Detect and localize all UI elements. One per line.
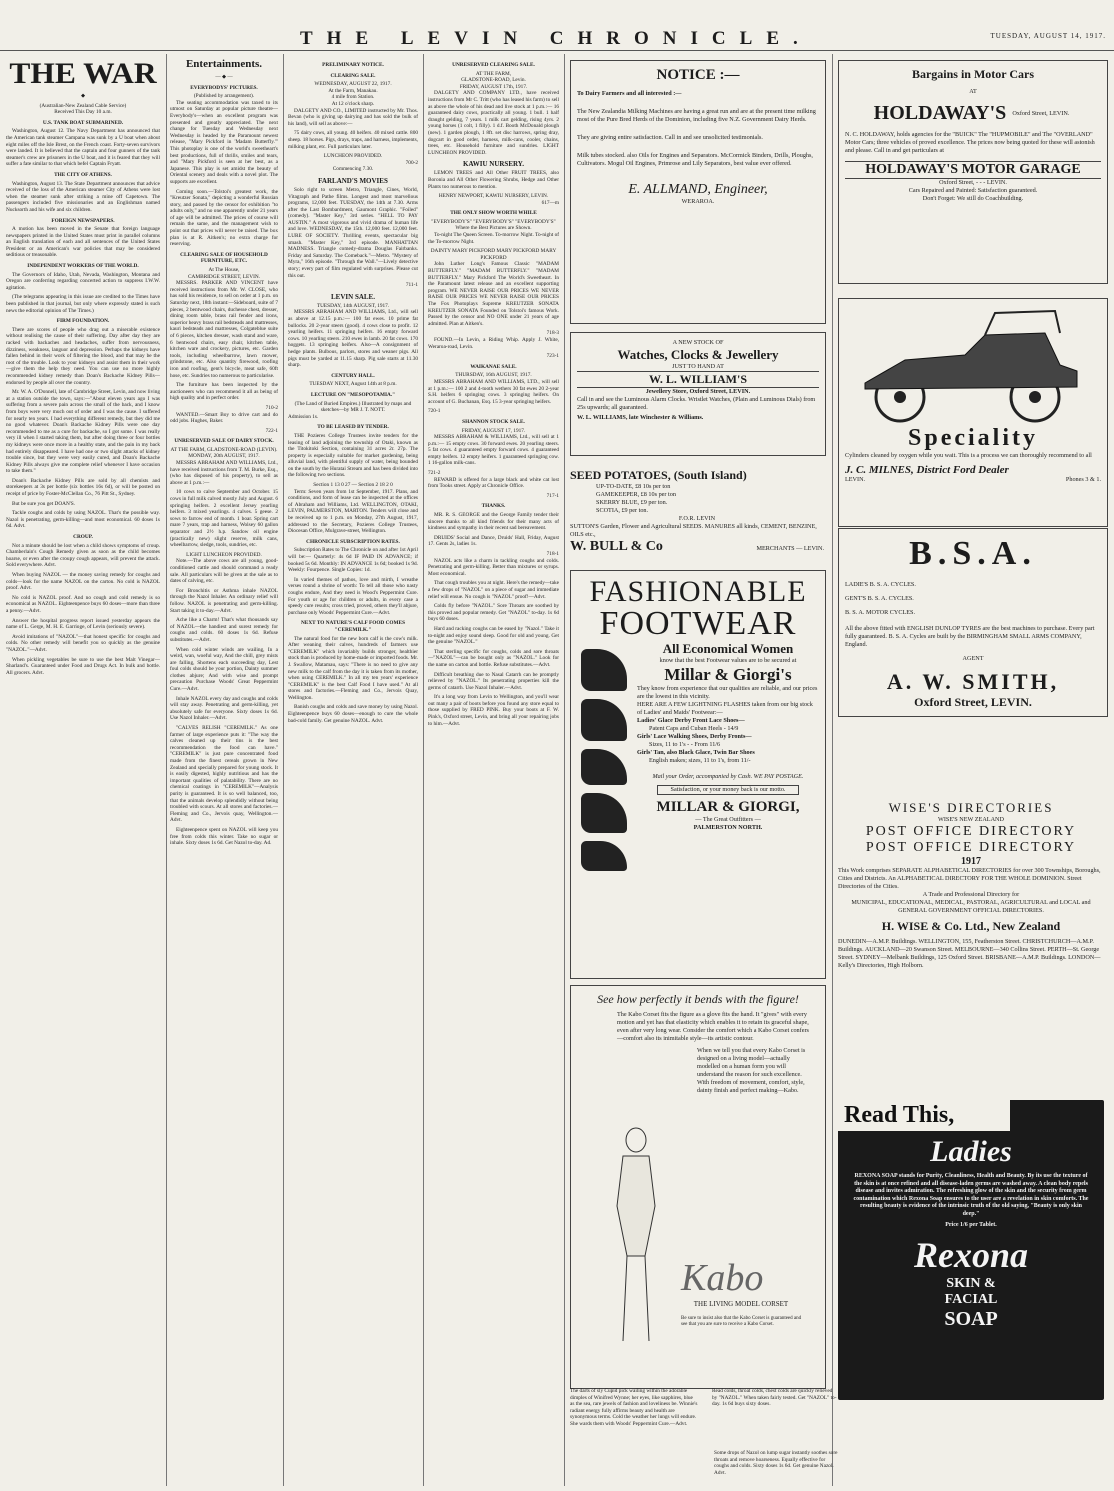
subhead: AT THE FARM, GLADSTONE-ROAD (LEVIN). (170, 446, 278, 453)
price-line: SKERRY BLUE, £9 per ton. (596, 499, 668, 506)
column-rule (564, 54, 565, 1486)
headline: THE CITY OF ATHENS. (54, 171, 112, 178)
ad-paragraph: HERE ARE A FEW LIGHTNING FLASHES taken from our big stock of Ladies' and Maids' Footwear:— (637, 701, 813, 716)
ad-subline: know that the best Footwear values are to be secured at (659, 657, 797, 664)
product-price: English makes; sizes, 11 to 1's, from 11/- (649, 757, 751, 764)
column-advertisements-center (570, 60, 826, 1482)
ad-motto: Satisfaction, or your money back is our motto. (657, 785, 799, 795)
article-paragraph: DRUIDS' Social and Dance, Druids' Hall, Friday, August 17. Gents 2s, ladies 1s. (428, 534, 559, 548)
advertiser-address: Oxford Street, LEVIN. (1012, 109, 1070, 117)
notice-paragraph: They are giving entire satisfaction. Call in and see unsolicited testimonials. (577, 134, 763, 141)
article-paragraph: The furniture has been inspected by the auctioneers who can recommend it all as being of high quality and in perfect order. (170, 382, 278, 402)
subhead: CAMBRIDGE STREET, LEVIN. (188, 273, 260, 280)
ad-title: B.S.A. (909, 535, 1037, 572)
subhead: (Published by arrangement). (193, 93, 255, 100)
advertiser-name: W. BULL & Co (570, 539, 663, 554)
ad-title: Speciality (908, 425, 1038, 451)
price-line: UP-TO-DATE, £8 10s per ton (596, 483, 671, 490)
article-paragraph: That cough troubles you at night. Here's the remedy—take a few drops of "NAZOL" on a piece of sugar and immediate relief will ensue. No cough is "NAZOL" proof!—Advt. (428, 580, 559, 600)
article-paragraph: Washington, August 12. The Navy Department has announced that the American tank steamer Campana was sunk by a U boat when about eight miles off the Isle Brest, on the French coast. Forty-seven survivors were landed. It is believed that the captain and four gunners of the tank steamer's crew are prisoners in the U boat, and it is feared that they will suffer a fate similar to that which befel Captain Fryatt. (6, 128, 160, 168)
ad-number: 720-1 (428, 408, 441, 415)
headline: LECTURE ON "MESOPOTAMIA." (310, 391, 396, 398)
product-line: Girls' Lace Walking Shoes, Derby Fronts— (637, 733, 752, 740)
advertiser-name: H. WISE & Co. Ltd., New Zealand (881, 919, 1061, 933)
advertiser-phone: Phones 3 & 1. (1065, 476, 1101, 483)
article-paragraph: When buying NAZOL — the money saving remedy for coughs and colds—look for the name NAZOL on the carton. No cold is NAZOL proof. Advt. (6, 572, 160, 592)
headline: U.S. TANK BOAT SUBMARINED. (42, 119, 124, 126)
subhead: TUESDAY NEXT, August 14th at 8 p.m. (309, 381, 397, 388)
advertiser-signature: W. L. WILLIAMS, late Winchester & Williams. (577, 414, 704, 421)
column-rule (423, 54, 424, 1486)
ad-preline: AT (969, 88, 977, 95)
headline: FOREIGN NEWSPAPERS. (51, 217, 115, 224)
received-line: Received This Day 10 a.m. (54, 109, 112, 116)
ad-mail-note: Mail your Order, accompanied by Cash. WE PAY POSTAGE. (652, 773, 804, 780)
product-line: B. S. A. MOTOR CYCLES. (845, 609, 916, 616)
headline: CENTURY HALL. (331, 372, 375, 379)
article-paragraph: (The telegrams appearing in this issue are credited to the Times have been published in that journal, but only where expressly stated is such news the editorial opinion of The Times.) (6, 294, 160, 314)
ad-number: 722-1 (265, 427, 278, 434)
milking-machine-notice (570, 60, 826, 324)
subhead: At the Farm, Manakau. (328, 87, 378, 94)
watches-ad (570, 332, 826, 456)
headline: EVERYBODYS' PICTURES. (190, 84, 258, 91)
shoe-icon (581, 749, 627, 785)
article-paragraph: The seating accommodation was taxed to its utmost on Saturday at popular picture theatre—Everybody's—when an excellent program was presented and greatly appreciated. The next change for Tuesday and Wednesday next Wednesday is headed by the Paramount newest release, "Mary Pickford in 'Madam Butterfly.'" This photoplay is one of the world's sweetheart's best productions, full of thrills, smiles and tears, and "Mary Pickford is seen at her best, as a Japanese. This play is set amidst the beauty of Oriental scenery and deals with a novel plot. The supports are excellent. (170, 99, 278, 185)
ad-paragraph: When we tell you that every Kabo Corset is designed on a living model—actually modelled on a human form you will understand the reason for such excellence. With freedom of movement, comfort, style, dainty finish and perfect making—Kabo. (697, 1047, 806, 1094)
ad-number: 711-1 (405, 282, 418, 289)
rexona-soap-ad (838, 1100, 1104, 1400)
fashionable-footwear-ad (570, 570, 826, 979)
ad-number: 721-2 (428, 470, 441, 477)
product-line: Ladies' Glace Derby Front Lace Shoes— (637, 717, 745, 724)
headline: CHRONICLE SUBSCRIPTION RATES. (306, 538, 400, 545)
ad-preline: A NEW STOCK OF (672, 339, 724, 346)
ford-dealer-ad (838, 298, 1108, 527)
ad-paragraph: They know from experience that our qualities are reliable, and our prices are the lowest in this vicinity. (637, 685, 818, 700)
product-price: Sizes, 11 to 1's - - From 11/6 (649, 741, 721, 748)
article-paragraph: 75 dairy cows, all young. 40 heifers. 40 mixed cattle. 800 sheep. 18 horses. Pigs, drays, traps, and harness, implements, milking plant, etc. Full particulars later. (288, 130, 418, 150)
ad-number: 710-2 (265, 404, 278, 411)
ad-title: WISE'S DIRECTORIES (888, 800, 1054, 815)
article-paragraph: Difficult breathing due to Nasal Catarrh can be promptly relieved by "NAZOL." Its penetrating properties kill the germs of catarrh. Use Nazol Inhaler.—Advt. (428, 671, 559, 691)
notice-paragraph: Milk tubes stocked. also Oils for Engines and Separators. McCormick Binders, Drills, Ploughs, Cultivators. Mogul Oil Engines, Primrose and Lily Separators, best value ever offered. (577, 152, 813, 167)
ad-title: FOOTWEAR (599, 605, 797, 642)
ad-number: 723-1 (546, 353, 559, 360)
article-paragraph: Coming soon.—Tolstoi's greatest work, the "Kreutzer Sonata," depicting a wonderful Russian story, and passed by the censor for exhibition "to adults only," and no one apparently under 21 years of age will be admitted. The prices of course will remain the same, and the management wish to point out that prices will never be raised. The box plan is at R. Aitken's; no extra charge for reserving. (170, 188, 278, 248)
article-paragraph: The natural food for the new born calf is the cow's milk. After weaning their calves, hundreds of farmers use "CEREMILK" which invariably builds stronger, healthier stock than is produced by home-made or imported foods. Mr. J. Swallow, Matamau, says: "There is no need to give any new milk to the calf from the day it is taken from its mother, when using CEREMILK." In all my ten years' experience "CEREMILK" is the best Calf Food I have used." At all stores and factories.—Fleming and Co., Jervois Quay, Wellington. (288, 635, 418, 701)
article-paragraph: Read colds, throat colds, chest colds are quickly relieved by "NAZOL." When taken fairly tested. Get "NAZOL" to-day. 1s 6d buys sixty doses. (712, 1388, 837, 1408)
headline: CLEARING SALE OF HOUSEHOLD FURNITURE, ETC. (180, 251, 268, 265)
article-paragraph: Solo right to screen Metro, Triangle, Cines, World, Vitagraph and Pathe films. Longest and most marvellous programs, 12,000 feet. TUESDAY, the 14th at 7.30. Arms after the Last Bombardment, Gaumont Graphic. "Foiled" (comedy). "Master Key," 3rd series. "HELL TO PAY AUSTIN." A most vigorous and vivid drama of human life and love. WEDNESDAY, the 15th. 12,000 feet. 12,000 feet. LURE OF SOCIETY. Thrilling events, spectacular big smash. "Master Key," 3rd episode. MANHATTAN MADNESS. Triangle comedy-drama Douglas Fairbanks. Friday and Saturday. The Comeback."—Metro. "Mystery of Myra," 16th episode. "Through the Wall."—Lively detective story; every part of film regulated with surprises. Please cut this out. (288, 186, 418, 279)
agency-line: (Australian-New Zealand Cable Service) (39, 102, 127, 109)
column-sales-notices (288, 58, 418, 1483)
article-paragraph: MESSRS ABRAHAM & WILLIAMS, Ltd., will sell at 1 p.m.:— 15 empty cows. 30 forward ewes. 20 yearling steers. 5 fat cows. 4 guaranteed empty forward cows. 4 guaranteed empty heifers. 12 empty heifers. 1 guaranteed springing cow. 1 16-gallon milk-cans. (428, 434, 559, 467)
headline: NEXT TO NATURE'S CALF FOOD COMES "CEREMILK." (300, 620, 406, 633)
headline: INDEPENDENT WORKERS OF THE WORLD. (27, 263, 139, 270)
advertiser-name: Millar & Giorgi's (664, 665, 792, 684)
article-paragraph: Mr. W. A. O'Donnell, late of Cambridge Street, Levin, and now living at a station outside the town, says:—"About eleven years ago I was suffering from a severe pain across the small of the back, and I know from boys were very much out of order and I was the cause. I suffered for nearly ten years. I had everything different remedy, but they did me no good whatever. Doan's Backache Kidney Pills were one day recommended to me as a cure for backache, so I got some. I was really very ill when I started taking them, but after doing three or four bottles my kidneys were once more in a healthy state, and the pain in my back had entirely disappeared. I have had one or two slight attacks of kidney trouble since, but they were very easily cured, and Doan's Backache Kidney Pills always give me complete relief whenever I have occasion to take them." (6, 389, 160, 475)
advertiser-name: J. C. MILNES, District Ford Dealer (845, 464, 1009, 476)
notice-address: To Dairy Farmers and all interested :— (577, 90, 682, 97)
ad-paragraph: REXONA SOAP stands for Purity, Cleanliness, Health and Beauty. By its use the texture of the skin is at once refined and all disease-laden germs are washed away. A clean body repels disease and invites admiration. The refreshing glow of the skin and the security from germ contamination which Rexona Soap ensures to the user are a revelation in skin comforts. The resulting beauty is evidence of the intrinsic truth of the old saying, "Beauty is only skin deep." (853, 1173, 1089, 1217)
subhead: At 12 o'clock sharp. (331, 100, 375, 107)
ad-title: Read This, (838, 1100, 1010, 1131)
rexona-brand-line: SKIN & (946, 1276, 996, 1291)
notice-paragraph: The New Zealandia Milking Machines are having a great run and are at the present time milking most of the Pure Bred Herds of the Dominion, including five N.Z. Government Dairy Herds. (577, 108, 816, 123)
article-paragraph: Doan's Backache Kidney Pills are sold by all chemists and storekeepers at 3s per bottle (six bottles 16s 6d), or will be posted on receipt of price by Foster-McClellan Co., 76 Pitt St., Sydney. (6, 477, 160, 498)
headline: UNRESERVED CLEARING SALE. (452, 62, 535, 68)
headline: TO BE LEASED BY TENDER. (317, 424, 389, 431)
headline: THANKS. (481, 503, 506, 510)
ad-title: Ladies (930, 1135, 1012, 1168)
holdaway-motor-ad (838, 60, 1108, 284)
article-paragraph: MESSRS ABRAHAM AND WILLIAMS, Ltd., will sell as above at 12.15 p.m.:— 100 fat ewes. 10 prime fat bullocks. 20 2-year steers (good). 4 cows close to profit. 12 yearling heifers. 11 springing heifers. 16 empty forward cows. 10 yearling steers. 210 ewes in lamb. 20 fat cows. 170 hoggets. 13 springing heifers. Also—A consignment of hedge plants. Bulbous, parlors, stores and weaner pigs. All pigs must be yarded at 11.15 sharp. Pig sale starts at 11.30 sharp. (288, 309, 418, 369)
article-paragraph: Tackle coughs and colds by using NAZOL. That's the possible way. Nazol is penetrating, germ-killing—and most economical. 60 doses 1s 6d. Advt. (6, 510, 160, 530)
ad-paragraph: A Trade and Professional Directory for (922, 891, 1020, 898)
product-line: GENT'S B. S. A. CYCLES. (845, 595, 914, 602)
subhead: GLADSTONE-ROAD, Levin. (461, 77, 526, 84)
corset-figure-illustration (601, 1126, 671, 1346)
headline: FIRM FOUNDATION. (56, 318, 110, 325)
ad-paragraph: Cylinders cleaned by oxygen while you wait. This is a process we can thoroughly recommend to all (845, 452, 1092, 459)
headline: PRELIMINARY NOTICE. (322, 62, 384, 68)
issue-date: TUESDAY, AUGUST 14, 1917. (990, 32, 1106, 40)
headline: FARLAND'S MOVIES (318, 176, 388, 185)
article-paragraph: MESSRS ABRAHAM AND WILLIAMS, LTD., will sell at 1 p.m.:— 100 2 and 4-tooth wethers 30 fat ewes 20 2-year S.H. heifers 6 springing cows. 3 springing heifers. On account of G. Buchanan, Esq. 15 3-year springing heifers. (428, 378, 559, 405)
ad-title: SEED POTATOES, (South Island) (570, 468, 747, 482)
headline: CROUP. (73, 534, 93, 541)
article-paragraph: DALGETY AND CO., LIMITED instructed by Mr. Thos. Bevan (who is giving up dairying and has sold the bulk of his land), will sell as above:— (288, 107, 418, 127)
headline: LEVIN SALE. (331, 292, 375, 301)
article-paragraph: Ache like a Charm! That's what thousands say of NAZOL—the handiest and surest remedy for coughs and colds. 60 doses 1s 6d. Refuse substitutes.—Advt. (170, 617, 278, 643)
ad-paragraph: Don't Forget: We still do Coachbuilding. (922, 195, 1024, 202)
advertiser-name: HOLDAWAY'S (873, 102, 1007, 124)
kabo-corset-ad (570, 985, 826, 1389)
ad-title: POST OFFICE DIRECTORY (865, 824, 1077, 839)
subhead: AT THE FARM, (475, 70, 512, 77)
article-paragraph: No cold is NAZOL proof. And no cough and cold remedy is so economical as NAZOL. Eighteenpence buys 60 doses—more than three a penny.—Advt. (6, 594, 160, 614)
advertiser-address: Oxford Street, - - - LEVIN. (939, 179, 1007, 186)
subhead: LIGHT LUNCHEON PROVIDED. (186, 551, 262, 558)
bottom-paragraphs (580, 1388, 840, 1408)
ad-paragraph: MUNICIPAL, EDUCATIONAL, MEDICAL, PASTORAL, AGRICULTURAL and LOCAL and GENERAL GOVERNMENT OFFICIAL DIRECTORIES. (851, 899, 1091, 914)
headline: SHANNON STOCK SALE. (462, 418, 525, 425)
advertiser-name: E. ALLMAND, Engineer, (628, 182, 768, 197)
shoe-icon (581, 841, 627, 871)
product-price: Patent Caps and Cuban Heels - 14/9 (649, 725, 739, 732)
notice-title: NOTICE :— (656, 67, 740, 83)
article-paragraph: To-night The Queen Screen. To-morrow Night. To-night of the To-morrow Night. (428, 232, 559, 245)
article-paragraph: Answer the hospital progress report issued yesterday appears the name of L. Gerge, M. H. E. Garrioge, of Levin (seriously severe). (6, 617, 160, 631)
column-rule (832, 54, 833, 1486)
ad-paragraph: SUTTON'S Garden, Flower and Agricultural SEEDS. MANURES all kinds, CEMENT, BENZINE, OILS etc., (570, 523, 817, 538)
price-line: F.O.R. LEVIN (678, 515, 716, 522)
article-paragraph: The darts of sly Cupid pick wailing within the adorable dimples of Winifred Wynne; her eyes, like sapphires, blue as the sea, rare jewels of fashion and loveliness be. Winnie's radiant energy fully affirms beauty and health are synonymous terms. Cold the weather her lungs will endure. She wards them with Woods' Peppermint Cure.—Advt. (570, 1388, 698, 1427)
advertiser-place: WERAROA. (681, 198, 715, 205)
column-war-news: THE WAR ◆ (Australian-New Zealand Cable Service) Received This Day 10 a.m. U.S. TANK BOAT SUBMARINED. Washington, August 12. The Navy Department has announced that the American tank steamer Campana was sunk by a U boat when about eight miles off the Isle Brest, on the French coast. Forty-seven survivors were landed. It is believed that the captain and four gunners of the tank steamer's crew are prisoners in the U boat, and it is feared that they will suffer a fate similar to that which befel Captain Fryatt. THE CITY OF ATHENS. Washington, August 13. The State Department announces that advice received of the loss of the American steamer City of Athens were lost when the steamer sunk after striking a mine off Capetown. The passengers included five missionaries and an Englishman named Nucksorth and his wife and six children. FOREIGN NEWSPAPERS. A motion has been moved in the Senate that foreign language newspapers printed in the United States must print in parallel columns an English translation of each and all sentences of the United States President or an American's war policies that may be considered seditious or treasonable. INDEPENDENT WORKERS OF THE WORLD. The Governors of Idaho, Utah, Nevada, Washington, Montana and Oregon are conferring regarding concerted action to suppress I.W.W. agitation. (The telegrams appearing in this issue are credited to the Times have been published in that journal, but only where expressly stated is such news the editorial opinion of The Times.) FIRM FOUNDATION. There are scores of people who drag out a miserable existence without realising the cause of their suffering. Day after day they are racked with backaches and headaches, suffer from nervousness, dizziness, weakness, languor and depression. Perhaps the kidneys have fallen behind in their work of filtering the blood, and that may be the root of the trouble. Look to your kidneys and assist them in their work—give them the help they need. You can use no more highly recommended kidney remedy than Doan's Backache Kidney Pills—endorsed by people all over the country. Mr. W. A. O'Donnell, late of Cambridge Street, Levin, and now living at a station outside the town, says:—"About eleven years ago I was suffering from a severe pain across the small of the back, and I know from boys were very much out of order and I was the cause. I suffered for nearly ten years. I had everything different remedy, but they did me no good whatever. Doan's Backache Kidney Pills were one day recommended to me as a cure for backache, so I got some. I was really very ill when I started taking them, but after doing three or four bottles my kidneys were once more in a healthy state, and the pain in my back had entirely disappeared. I have had one or two slight attacks of kidney trouble since, but they were very easily cured, and Doan's Backache Kidney Pills always give me complete relief whenever I have occasion to take them." Doan's Backache Kidney Pills are sold by all chemists and storekeepers at 3s per bottle (six bottles 16s 6d), or will be posted on receipt of price by Foster-McClellan Co., 76 Pitt St., Sydney. But be sure you get DOAN'S. Tackle coughs and colds by using NAZOL. That's the possible way. Nazol is penetrating, germ-killing—and most economical. 60 doses 1s 6d. Advt. CROUP. Not a minute should be lost when a child shows symptoms of croup. Chamberlain's Cough Remedy given as soon as the child becomes hoarse, or even after the croupy cough appears, will prevent the attack. Sold everywhere. Advt. When buying NAZOL — the money saving remedy for coughs and colds—look for the name NAZOL on the carton. No cold is NAZOL proof. Advt. No cold is NAZOL proof. And no cough and cold remedy is so economical as NAZOL. Eighteenpence buys 60 doses—more than three a penny.—Advt. Answer the hospital progress report issued yesterday appears the name of L. Gerge, M. H. E. Garrioge, of Levin (seriously severe). Avoid imitations of "NAZOL"—that honest specific for coughs and colds. No other remedy will benefit you so quickly as the genuine "NAZOL."—Advt. When pickling vegetables be sure to use the best Malt Vinegar—Sharland's. Guaranteed under Food and Drugs Act. In bulk and bottle. All grocers. Advt. (6, 58, 160, 1483)
subhead: THURSDAY, 16th AUGUST, 1917. (455, 372, 532, 379)
ad-number: 700-2 (405, 159, 418, 166)
article-paragraph: MR. R. S. GEORGE and the George Family tender their sincere thanks to all kind friends for their many acts of kindness and sympathy in their recent sad bereavement. (428, 512, 559, 532)
subhead: 4 mile from Station. (331, 94, 375, 101)
subhead: At The House, (208, 267, 240, 274)
rexona-brand: Rexona (913, 1235, 1028, 1275)
article-paragraph: There are scores of people who drag out a miserable existence without realising the cause of their suffering. Day after day they are racked with backaches and headaches, suffer from nervousness, dizziness, weakness, languor and depression. Perhaps the kidneys have fallen behind in their work of filtering the blood, and that may be the root of the trouble. Look to your kidneys and assist them in their work—give them the help they need. You can use no more highly recommended kidney remedy than Doan's Backache Kidney Pills—endorsed by people all over the country. (6, 326, 160, 386)
article-paragraph: When cold winter winds are wailing, In a weird, wan, woeful way, And the chill, grey mists are falling, Shortens each succeeding day, Lest foul colds should be your portion, Dainty summer clothes abjure; And with wise and prompt precaution Purchase Woods' Great Peppermint Cure.—Advt. (170, 646, 278, 693)
ad-paragraph: This Work comprises SEPARATE ALPHABETICAL DIRECTORIES for over 300 Townships, Boroughs, Cities and Districts. An ALPHABETICAL DIRECTORY FOR THE WHOLE DOMINION. Street Directories of the Cities. (838, 867, 1101, 890)
advertiser-signature: MILLAR & GIORGI, (656, 799, 800, 815)
article-paragraph: When pickling vegetables be sure to use the best Malt Vinegar—Sharland's. Guaranteed under Food and Drugs Act. In bulk and bottle. All grocers. Advt. (6, 656, 160, 676)
subhead: Section 1 13 0 27 — Section 2 18 2 0 (313, 482, 393, 489)
advertiser-tag: — The Great Outfitters — (695, 816, 761, 823)
advertiser-tag: MERCHANTS — LEVIN. (756, 545, 824, 552)
subhead: LUNCHEON PROVIDED. (323, 153, 383, 160)
subhead: HENRY NEWPORT, KAWIU NURSERY, LEVIN. (438, 193, 549, 200)
article-paragraph: For Bronchitis or Asthma inhale NAZOL through the Nazol Inhaler. An ordinary relief will follow. NAZOL is penetrating and germ-killing. Start taking it to-day.—Advt. (170, 587, 278, 614)
ad-subtitle: All Economical Women (662, 641, 794, 656)
seed-potatoes-ad (570, 468, 824, 562)
subhead: TUESDAY, 14th AUGUST, 1917. (316, 302, 390, 309)
price-line: SCOTIA, £9 per ton. (596, 507, 649, 514)
advertiser-name: W. L. WILLIAM'S (577, 371, 819, 388)
article-paragraph: WANTED.—Smart Boy to drive cart and do odd jobs. Hughes, Baker. (170, 411, 278, 425)
ad-paragraph: The Kabo Corset fits the figure as a glove fits the hand. It "gives" with every motion and yet has that elasticity which enables it to retain its graceful shape, even after very long wear. Consider the comfort which a Kabo Corset confers—comfort also its inimitable style—its artistic contour. (617, 1011, 809, 1042)
article-paragraph: That sterling specific for coughs, colds and sore throats—"NAZOL"—can be bought only as "NAZOL." Look for the name on carton and bottle. Refuse substitutes.—Advt. (428, 648, 559, 668)
ad-paragraph: Cars Repaired and Painted: Satisfaction guaranteed. (908, 187, 1038, 194)
ad-preline: JUST TO HAND AT (672, 363, 724, 370)
ad-subline: Jewellery Store, Oxford Street, LEVIN. (645, 388, 751, 395)
article-paragraph: Avoid imitations of "NAZOL"—that honest specific for coughs and colds. No other remedy will benefit you so quickly as the genuine "NAZOL."—Advt. (6, 633, 160, 653)
article-paragraph: In varied themes of pathos, love and mirth, I wreathe verses round a shrine of worth: To tell all those who nasty coughs endure, And they need is Wood's Peppermint Cure. For youth or age for children or adults, in every case a speedy cure results; cross tried, proved, others they'll abjure, purchase only Woods' Peppermint Cure.—Advt. (288, 576, 418, 616)
motor-car-illustration (845, 305, 1101, 425)
ad-subline: WISE'S NEW ZEALAND (938, 816, 1004, 823)
article-paragraph: Note.—The above cows are all young, good-conditioned cattle and should command a ready sale. All particulars will be given at the sale as to dates of calving, etc. (170, 558, 278, 585)
column-rule (166, 54, 167, 1486)
subhead: Commencing 7.30. (332, 166, 374, 173)
product-line: LADIE'S B. S. A. CYCLES. (845, 581, 916, 588)
article-paragraph: Hard and racking coughs can be eased by "Nazol." Take it to-night and enjoy sound sleep. Good for old and young. Get the genuine "NAZOL." (428, 625, 559, 646)
article-paragraph: But be sure you get DOAN'S. (12, 500, 76, 507)
article-paragraph: Banish coughs and colds and save money by using Nazol. Eighteenpence buys 60 doses—enough to cure the whole bad-cold family. Get genuine NAZOL. Advt. (288, 704, 418, 724)
ad-footnote: Be sure to insist also that the Kabo Corset is guaranteed and see that you are sure to receive a Kabo Corset. (681, 1316, 802, 1327)
subhead: Admission 1s. (288, 413, 319, 420)
newspaper-title: THE LEVIN CHRONICLE. (300, 28, 812, 49)
bsa-cycles-ad (838, 528, 1108, 717)
advertiser-place: PALMERSTON NORTH. (693, 824, 763, 831)
article-paragraph: DALGETY AND COMPANY LTD., have received instructions from Mr C. Tritt (who has leased his farm) to sell as above the whole of his dead and live stock at 1 p.m.:— 16 guaranteed dairy cows, practically all young. 1 bull. 1 half draught gelding, 7 years. 1 milk cart gelding, rising 4yrs. 2 young horses (1 colt, 1 filly). 1 d.f. Booth McDonald plough (new). 1 garden plough, 1 8ft. set disc harrows, spring dray, dogcart in good order, harness, milk-cans, cooler, chains, trees, etc. Household furniture and sundries. LIGHT LUNCHEON PROVIDED. (428, 90, 559, 156)
article-paragraph: It's a long way from Levin to Wellington, and you'll wear out many a pair of boots before you found any store equal to those supplied by FRED PINK. Buy your boots at F. W. Pink's, Oxford street, Levin, and bring all your repairing jobs to him.—Advt. (428, 694, 559, 727)
headline: KAWIU NURSERY. (463, 160, 524, 169)
article-paragraph: MESSRS. PARKER AND VINCENT have received instructions from Mr. W. CLOSE, who has sold his residence, to sell on order at 1 p.m. on Saturday next, 18th instant:—Sideboard, suite of 7 pieces, 2 bentwood chairs, duchesse chest, dresser, dining room table, brass rail fender and irons, superior heavy brass rail bedsteads and mattresses, kauri bedsteads and mattresses, Colgateblue suite of 6 pieces, kitchen dresser, wash stand and ware, 6 bentwood chairs, easy chair, kitchen table, kitchen ware and crockery, pictures, etc. Garden tools, including wheelbarrow, lawn mower, grindstone, etc. Also quantity firewood, roofing iron and roofing, gent's bicycle, meat safe, 60ft hose, etc. Sundries too numerous to particularise. (170, 280, 278, 379)
ad-title: Watches, Clocks & Jewellery (617, 347, 779, 362)
ad-number: 718-1 (546, 551, 559, 557)
subhead: "EVERYBODY'S" "EVERYBODY'S" "EVERYBODY'S" (431, 218, 556, 225)
article-paragraph: Subscription Rates to The Chronicle on and after 1st April will be:— Quarterly: 4s 6d IF PAID IN ADVANCE; if booked 5s 6d. Monthly: IN ADVANCE 1s 6d; booked 1s 9d. Weekly: Fourpence. Single Copies: 1d. (288, 547, 418, 574)
article-paragraph: 10 cows to calve September and October. 15 cows in full milk calved mostly July and August. 6 springing heifers. 2 excellent Jersey yearling heifers. 3 mixed yearlings. 4 calves. 5 geese. 2 sows to farrow end of month. 1 boar. Spring cart mare 7 years, trap and harness, Wolsey 60 gallon separator and 2½ h.p. Sandow oil engine (practically new) slight reserve, milk cans, wheelbarrow, sledge, tools, sundries, etc. (170, 489, 278, 549)
kabo-tagline: THE LIVING MODEL CORSET (693, 1300, 789, 1308)
article-paragraph: Colds fly before "NAZOL." Sore Throats are soothed by this proved and popular remedy. Get "NAZOL" to-day. 1s 6d buys 60 doses. (428, 603, 559, 623)
rexona-brand-line: SOAP (944, 1308, 998, 1330)
masthead (0, 28, 1114, 51)
article-paragraph: The Governors of Idaho, Utah, Nevada, Washington, Montana and Oregon are conferring regarding concerted action to suppress I.W.W. agitation. (6, 271, 160, 291)
boot-icon (581, 649, 627, 691)
article-paragraph: A motion has been moved in the Senate that foreign language newspapers printed in the United States must print in parallel columns an English translation of each and all sentences of the United States President or an American's war policies that may be considered seditious or treasonable. (6, 226, 160, 259)
war-banner: THE WAR (9, 58, 157, 90)
headline: CLEARING SALE. (330, 72, 376, 79)
article-paragraph: Some drops of Nazol on lump sugar instantly soothes sore throats and remove hoarseness. Equally effective for coughs and colds. Sixty doses 1s 6d. Get genuine Nazol. Advt. (714, 1450, 838, 1476)
section-title: Entertainments. (185, 58, 263, 70)
ad-number: 718-3 (546, 330, 559, 337)
article-paragraph: Eighteenpence spent on NAZOL will keep you free from colds this winter. Take no sugar or inhale. Sixty doses 1s 6d. Get Nazol to-day. Ad. (170, 826, 278, 847)
headline: THE ONLY SHOW WORTH WHILE (450, 210, 537, 217)
ad-paragraph: Call in and see the Luminous Alarm Clocks. Wristlet Watches, (Plain and Luminous Dials) from 25s upwards; all guaranteed. (577, 396, 816, 411)
article-paragraph: Washington, August 13. The State Department announces that advice received of the loss of the American steamer City of Athens were lost when the steamer sunk after striking a mine off Capetown. The passengers included five missionaries and an Englishman named Nucksorth and his wife and six children. (6, 180, 160, 213)
column-entertainments: Entertainments. — ◆ — EVERYBODYS' PICTURES. (Published by arrangement). The seating accommodation was taxed to its utmost on Saturday at popular picture theatre—Everybody's—when an excellent program was presented and greatly appreciated. The next change for Tuesday and Wednesday next Wednesday is headed by the Paramount newest release, "Mary Pickford in 'Madam Butterfly.'" This photoplay is one of the world's sweetheart's best productions, full of thrills, smiles and tears, and "Mary Pickford is seen at her best, as a Japanese. This play is set amidst the beauty of Oriental scenery and deals with a novel plot. The supports are excellent. Coming soon.—Tolstoi's greatest work, the "Kreutzer Sonata," depicting a wonderful Russian story, and passed by the censor for exhibition "to adults only," and no one apparently under 21 years of age will be admitted. The prices of course will remain the same, and the management wish to point out that prices will never be raised. The box plan is at R. Aitken's; no extra charge for reserving. CLEARING SALE OF HOUSEHOLD FURNITURE, ETC. At The House, CAMBRIDGE STREET, LEVIN. MESSRS. PARKER AND VINCENT have received instructions from Mr. W. CLOSE, who has sold his residence, to sell on order at 1 p.m. on Saturday next, 18th instant:—Sideboard, suite of 7 pieces, 2 bentwood chairs, duchesse chest, dresser, dining room table, brass rail fender and irons, superior heavy brass rail bedsteads and mattresses, kauri bedsteads and mattresses, Colgateblue suite of 6 pieces, kitchen dresser, wash stand and ware, 6 bentwood chairs, easy chair, kitchen table, kitchen ware and crockery, pictures, etc. Garden tools, including wheelbarrow, lawn mower, grindstone, etc. Also quantity firewood, roofing iron and roofing, gent's bicycle, meat safe, 60ft hose, etc. Sundries too numerous to particularise. The furniture has been inspected by the auctioneers who can recommend it all as being of high quality and in perfect order. 710-2 WANTED.—Smart Boy to drive cart and do odd jobs. Hughes, Baker. 722-1 UNRESERVED SALE OF DAIRY STOCK. AT THE FARM, GLADSTONE-ROAD (LEVIN). MONDAY, 20th AUGUST, 1917. MESSRS ABRAHAM AND WILLIAMS, Ltd., have received instructions from T. M. Burke, Esq., (who has disposed of his property), to sell as above at 1 p.m.:— 10 cows to calve September and October. 15 cows in full milk calved mostly July and August. 6 springing heifers. 2 excellent Jersey yearling heifers. 3 mixed yearlings. 4 calves. 5 geese. 2 sows to farrow end of month. 1 boar. Spring cart mare 7 years, trap and harness, Wolsey 60 gallon separator and 2½ h.p. Sandow oil engine (practically new) slight reserve, milk cans, wheelbarrow, sledge, tools, sundries, etc. LIGHT LUNCHEON PROVIDED. Note.—The above cows are all young, good-conditioned cattle and should command a ready sale. All particulars will be given at the sale as to dates of calving, etc. For Bronchitis or Asthma inhale NAZOL through the Nazol Inhaler. An ordinary relief will follow. NAZOL is penetrating and germ-killing. Start taking it to-day.—Advt. Ache like a Charm! That's what thousands say of NAZOL—the handiest and surest remedy for coughs and colds. 60 doses 1s 6d. Refuse substitutes.—Advt. When cold winter winds are wailing, In a weird, wan, woeful way, And the chill, grey mists are falling, Shortens each succeeding day, Lest foul colds should be your portion, Dainty summer clothes abjure; And with wise and prompt precaution Purchase Woods' Great Peppermint Cure.—Advt. Inhale NAZOL every day and coughs and colds will stay away. Penetrating and germ-killing, yet absolutely safe for everyone. Sixty doses 1s 6d. Use Nazol Inhaler.—Advt. "CALVES RELISH "CEREMILK." As one farmer of large experience puts it: "The way the calves cleaned up their tins is the best recommendation the food can have." "CEREMILK" is just pure concentrated food made from the finest cereals grown in New Zealand and specially prepared for young stock. It is easily digested, highly nutritious and has the important qualities of palatability. There are no chemical coatings in "CEREMILK"—Analysis purity is guaranteed. It is so well balanced, too, that the animals develop splendidly without being troubled with scours. At all stores and factories.—Fleming and Co., Jervois quay, Wellington.—Advt. Eighteenpence spent on NAZOL will keep you free from colds this winter. Take no sugar or inhale. Sixty doses 1s 6d. Get Nazol to-day. Ad. (170, 58, 278, 847)
wise-directories-ad (838, 800, 1104, 1075)
headline: UNRESERVED SALE OF DAIRY STOCK. (174, 438, 274, 445)
article-paragraph: FOUND.—In Levin, a Riding Whip. Apply J. White, Weraroa-road, Levin. (428, 336, 559, 350)
advertiser-name: A. W. SMITH, (886, 669, 1060, 694)
advertiser-place: LEVIN. (845, 476, 866, 483)
article-paragraph: MESSRS ABRAHAM AND WILLIAMS, Ltd., have received instructions from T. M. Burke, Esq., (who has disposed of his property), to sell as above at 1 p.m.:— (170, 460, 278, 486)
garage-name: HOLDAWAY'S MOTOR GARAGE (845, 161, 1101, 179)
headline: WAIKANAE SALE. (470, 363, 517, 370)
product-price: Price 1/6 per Tablet. (945, 1222, 997, 1228)
ad-number: 617—m (541, 199, 559, 206)
ad-number: 717-1 (546, 492, 559, 499)
article-paragraph: Term: Seven years from 1st September, 1917. Plans, and conditions, and form of lease can be inspected at the offices of Abraham and Williams, Ltd. WELLINGTON, OTAKI, LEVIN, PALMERSTON, MARTON. Tenders will close and be received up to 1 p.m. on Monday, 27th August, 1917, addressed to the Secretary, Pozieres College Trustees, Diocesan Office, Mulgrave-street, Wellington. (288, 488, 418, 535)
ad-title: Bargains in Motor Cars (911, 67, 1035, 81)
kabo-brand: Kabo (681, 1257, 764, 1299)
ad-preline: AGENT (962, 655, 984, 662)
rexona-brand-line: FACIAL (944, 1292, 998, 1307)
article-paragraph: Not a minute should be lost when a child shows symptoms of croup. Chamberlain's Cough Remedy given as soon as the child becomes hoarse, or even after the croupy cough appears, will prevent the attack. Sold everywhere. Advt. (6, 542, 160, 569)
ad-paragraph: All the above fitted with ENGLISH DUNLOP TYRES are the best machines to purchase. Every part fully guaranteed. B. S. A. Cycles are built by the BIRMINGHAM SMALL ARMS COMPANY, England. (845, 625, 1095, 648)
article-paragraph: "CALVES RELISH "CEREMILK." As one farmer of large experience puts it: "The way the calves cleaned up their tins is the best recommendation the food can have." "CEREMILK" is just pure concentrated food made from the finest cereals grown in New Zealand and specially prepared for young stock. It is easily digested, highly nutritious and has the important qualities of palatability. There are no chemical coatings in "CEREMILK"—Analysis purity is guaranteed. It is so well balanced, too, that the animals develop splendidly without being troubled with scours. At all stores and factories.—Fleming and Co., Jervois quay, Wellington.—Advt. (170, 725, 278, 824)
column-clearing-sales (428, 58, 559, 1483)
article-paragraph: Inhale NAZOL every day and coughs and colds will stay away. Penetrating and germ-killing, yet absolutely safe for everyone. Sixty doses 1s 6d. Use Nazol Inhaler.—Advt. (170, 695, 278, 722)
article-paragraph: NAZOL acts like a charm in tackling coughs and colds. Penetrating and germ-killing. Better than mixtures or syrups. Most economical. (428, 557, 559, 577)
article-paragraph: THE Pozieres College Trustees invite tenders for the leasing of land adjoining the township of Otaki, known as the Titokitoki Section, containing 31 acres 2r. 27p. The property is especially suitable for market gardening, being alluvial land, with plentiful supply of water, being bounded on the south by the Huratai Stream and has been divided into the following two sections. (288, 432, 418, 479)
ad-title: POST OFFICE DIRECTORY (865, 840, 1077, 855)
advertiser-address: Oxford Street, LEVIN. (914, 695, 1032, 709)
directory-year: 1917 (961, 856, 981, 867)
subhead: FRIDAY, AUGUST 17, 1917. (461, 427, 526, 434)
ad-paragraph: DUNEDIN—A.M.P. Buildings. WELLINGTON, 155, Featherston Street. CHRISTCHURCH—A.M.P. Buildings. AUCKLAND—20 Swanson Street. MELBOURNE—340 Collins Street. PERTH—St. George Street. SYDNEY—Melbank Buildings, 125 Oxford Street. BRISBANE—A.M.P. Buildings. LONDON—Kelly's Directories, High Holborn. (838, 938, 1101, 969)
article-paragraph: John Luther Long's Famous Classic "MADAM BUTTERFLY." "MADAM BUTTERFLY." "MADAM BUTTERFLY." Mary Pickford The World's Sweetheart. In the Paramount latest release and an excellent supporting program. WE NEVER RAISE OUR PRICES WE NEVER RAISE OUR PRICES WE NEVER RAISE OUR PRICES The Fox Photoplays Supreme KREUTZER SONATA KREUTZER SONATA Founded on Tolstoi's famous Work. Passed by the censor and NO ONE under 21 years of age admitted. Plan at Aitken's. (428, 261, 559, 327)
article-paragraph: REWARD is offered for a large black and white cat lost from Tooks street. Apply at Chronicle Office. (428, 476, 559, 490)
subhead: FRIDAY, AUGUST 17th, 1917. (459, 83, 528, 90)
article-paragraph: LEMON TREES and All Other FRUIT TREES, also Boronia and All Other Flowering Shrubs, Hedge and Other Plants too numerous to mention. (428, 170, 559, 190)
ad-paragraph: N. C. HOLDAWAY, holds agencies for the "BUICK" The "HUPMOBILE" and The "OVERLAND" Motor Cars; three vehicles of proved excellence. The prices now being quoted for these will astonish and please. Call in and get particulars at (845, 131, 1095, 154)
subhead: Where the Best Pictures are Shown. (455, 225, 532, 232)
product-line: Girls' Tan, also Black Glace, Twin Bar Shoes (637, 749, 755, 756)
shoe-icon (581, 793, 627, 833)
price-line: GAMEKEEPER, £8 10s per ton (596, 491, 676, 498)
boot-icon (581, 699, 627, 741)
shoe-illustrations (577, 641, 633, 879)
subhead: MONDAY, 20th AUGUST, 1917. (188, 453, 260, 460)
subhead: (The Land of Buried Empires.) Illustrated by maps and sketches—by MR J. T. NOTT. (294, 400, 412, 414)
ad-title: FASHIONABLE (589, 575, 807, 608)
subhead: DAINTY MARY PICKFORD MARY PICKFORD MARY PICKFORD (430, 248, 557, 261)
ad-title: See how perfectly it bends with the figure! (597, 992, 799, 1006)
column-rule (283, 54, 284, 1486)
subhead: WEDNESDAY, AUGUST 22, 1917. (314, 81, 392, 88)
